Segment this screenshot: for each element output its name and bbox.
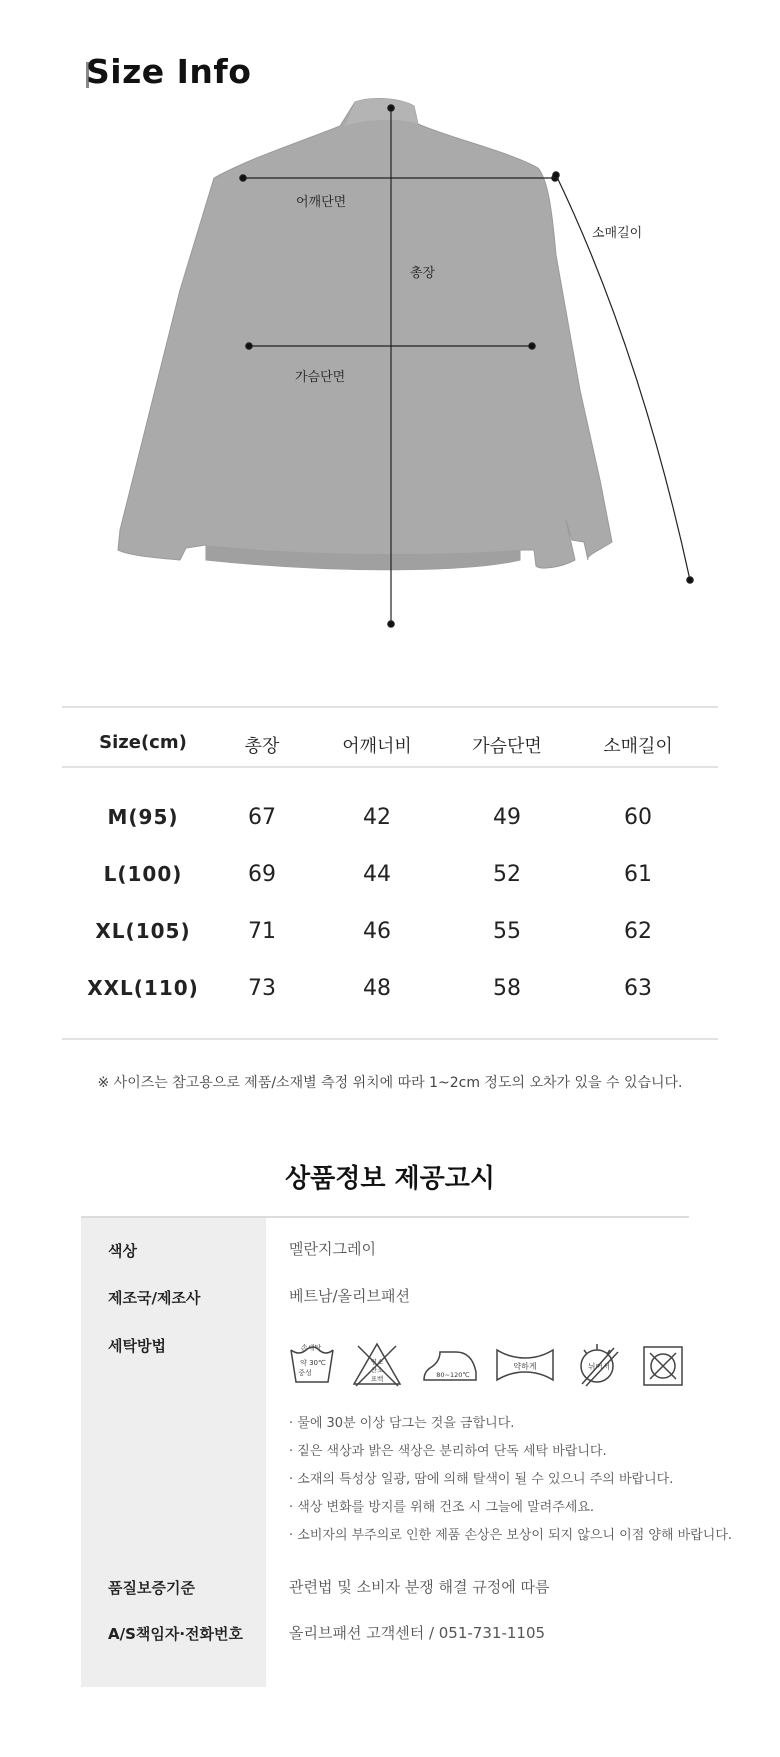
- sleeve-label: 소매길이: [592, 226, 643, 241]
- size-note: ※ 사이즈는 참고용으로 제품/소재별 측정 위치에 따라 1~2cm 정도의 오차가 있을 수 있습니다.: [97, 1075, 683, 1091]
- row-sleeve: 63: [624, 976, 652, 1001]
- quality-label: 품질보증기준: [108, 1579, 195, 1597]
- dry-text: 뉘어서: [588, 1362, 610, 1371]
- wash-bullet-5: · 소비자의 부주의로 인한 제품 손상은 보상이 되지 않으니 이점 양해 바랍니다.: [289, 1528, 733, 1543]
- col-header-size: Size(cm): [99, 732, 187, 753]
- bleach-text-2: 산소: [370, 1366, 384, 1374]
- as-value: 올리브패션 고객센터 / 051-731-1105: [289, 1624, 546, 1642]
- row-sleeve: 60: [624, 805, 652, 830]
- col-header-sleeve: 소매길이: [603, 736, 673, 757]
- origin-label: 제조국/제조사: [108, 1289, 201, 1307]
- table-bottom-rule: [62, 1038, 718, 1040]
- iron-icon: [420, 1342, 480, 1388]
- row-shoulder: 42: [363, 805, 391, 830]
- iron-text: 80~120℃: [436, 1371, 470, 1379]
- origin-value: 베트남/올리브패션: [289, 1287, 410, 1305]
- notice-top-rule: [81, 1216, 689, 1218]
- wash-bullet-1: · 물에 30분 이상 담그는 것을 금합니다.: [289, 1416, 515, 1431]
- table-header-rule: [62, 766, 718, 768]
- hand-wash-text-2: 약 30℃: [300, 1359, 326, 1367]
- shoulder-label: 어깨단면: [296, 195, 347, 210]
- wash-label: 세탁방법: [108, 1337, 166, 1355]
- wring-text: 약하게: [513, 1362, 537, 1371]
- garment-shape: [118, 99, 612, 570]
- hand-wash-text-3: 중성: [298, 1369, 312, 1377]
- row-chest: 49: [493, 805, 521, 830]
- bleach-text-1: 염소: [370, 1358, 384, 1366]
- wash-bullet-3: · 소재의 특성상 일광, 땀에 의해 탈색이 될 수 있으니 주의 바랍니다.: [289, 1472, 674, 1487]
- color-value: 멜란지그레이: [289, 1240, 376, 1258]
- row-sleeve: 61: [624, 862, 652, 887]
- as-label: A/S책임자·전화번호: [108, 1625, 244, 1643]
- row-length: 67: [248, 805, 276, 830]
- flat-dry-icon: [574, 1342, 620, 1388]
- col-header-length: 총장: [244, 736, 280, 757]
- hand-wash-icon: [289, 1342, 335, 1388]
- table-top-rule: [62, 706, 718, 708]
- row-size: M(95): [107, 805, 179, 829]
- row-length: 73: [248, 976, 276, 1001]
- notice-title: 상품정보 제공고시: [285, 1164, 495, 1194]
- row-length: 69: [248, 862, 276, 887]
- gentle-wring-icon: [494, 1342, 556, 1388]
- quality-value: 관련법 및 소비자 분쟁 해결 규정에 따름: [289, 1578, 550, 1596]
- row-length: 71: [248, 919, 276, 944]
- page-title: Size Info: [86, 52, 252, 91]
- bleach-text-3: 표백: [370, 1375, 384, 1383]
- row-shoulder: 48: [363, 976, 391, 1001]
- garment-diagram: [0, 90, 780, 650]
- chest-label: 가슴단면: [295, 370, 346, 385]
- length-label: 총장: [410, 266, 436, 281]
- row-size: XXL(110): [87, 976, 199, 1000]
- wash-bullet-2: · 짙은 색상과 밝은 색상은 분리하여 단독 세탁 바랍니다.: [289, 1444, 607, 1459]
- hand-wash-text-1: 손세탁: [300, 1344, 322, 1352]
- row-size: XL(105): [95, 919, 191, 943]
- wash-bullet-4: · 색상 변화를 방지를 위해 건조 시 그늘에 말려주세요.: [289, 1500, 595, 1515]
- row-chest: 55: [493, 919, 521, 944]
- col-header-shoulder: 어깨너비: [342, 736, 412, 757]
- col-header-chest: 가슴단면: [472, 736, 542, 757]
- row-sleeve: 62: [624, 919, 652, 944]
- row-size: L(100): [103, 862, 183, 886]
- row-shoulder: 46: [363, 919, 391, 944]
- color-label: 색상: [108, 1242, 137, 1260]
- row-chest: 58: [493, 976, 521, 1001]
- row-chest: 52: [493, 862, 521, 887]
- no-bleach-icon: [352, 1342, 398, 1388]
- row-shoulder: 44: [363, 862, 391, 887]
- no-tumble-dry-icon: [640, 1342, 686, 1388]
